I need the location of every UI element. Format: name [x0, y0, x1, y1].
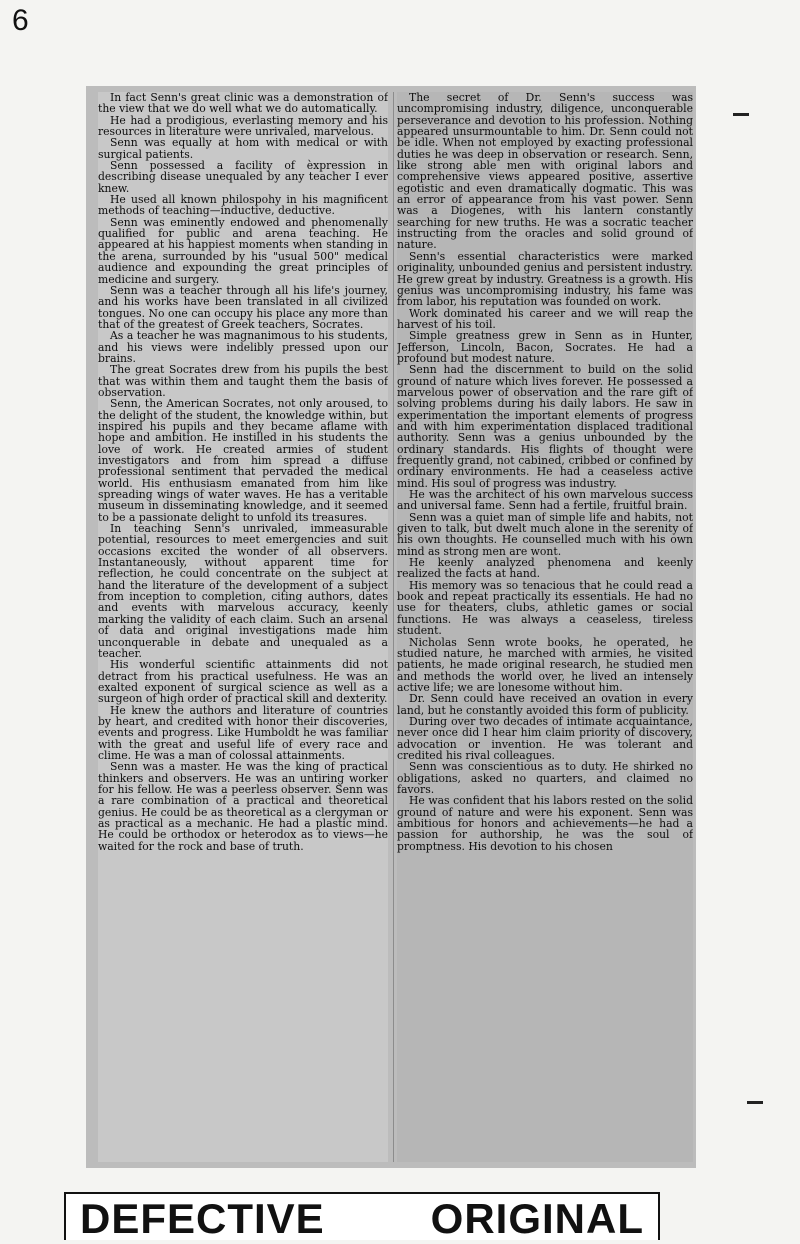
paragraph: The great Socrates drew from his pupils the best that was within them and taught them the basis of observation. [98, 363, 388, 399]
column-divider [393, 92, 394, 1162]
paragraph: In teaching Senn's unrivaled, immeasurable potential, resources to meet emergencies and suit occasions excited the wonder of all observers. Instantaneously, without apparent time for reflection, he could concentrate on the subject at hand the literature of the development of a subject from inception to completion, citing authors, dates and events with marvelous accuracy, keenly marking the validity of each claim. Such an arsenal of data and original investigations made him unconquerable in debate and unequaled as a teacher. [98, 522, 388, 660]
edge-mark-top [733, 113, 749, 116]
paragraph: Simple greatness grew in Senn as in Hunter, Jefferson, Lincoln, Bacon, Socrates. He had a profound but modest nature. [397, 329, 693, 365]
paragraph: Senn was conscientious as to duty. He shirked no obligations, asked no quarters, and claimed no favors. [397, 760, 693, 796]
defective-original-stamp [64, 1192, 660, 1240]
stamp-word-defective: DEFECTIVE [80, 1195, 325, 1242]
paragraph: Senn was a quiet man of simple life and habits, not given to talk, but dwelt much alone in the serenity of his own thoughts. He counselled much with his own mind as strong men are wont. [397, 510, 693, 558]
article-column-left [98, 92, 388, 1162]
paragraph: He was confident that his labors rested on the solid ground of nature and were his exponent. Senn was ambitious for honors and achievements—he had a passion for authorship, he was the soul of promptness. His devotion to his chosen [397, 794, 693, 853]
stamp-word-original: ORIGINAL [430, 1195, 644, 1242]
paragraph: Dr. Senn could have received an ovation in every land, but he constantly avoided this form of publicity. [397, 692, 693, 717]
paragraph: He used all known philospohy in his magnificent methods of teaching—inductive, deductive. [98, 193, 388, 218]
paragraph: The secret of Dr. Senn's success was uncompromising industry, diligence, unconquerable perseverance and devotion to his profession. Nothing appeared unsurmountable to him. Dr. Senn could not be idle. When not employed by exacting professional duties he was deep in observation or research. Senn, like strong able men with original labors and comprehensive views appeared positive, assertive egotistic and even dramatically dogmatic. This was an error of appearance from his vast power. Senn was a Diogenes, with his lantern constantly searching for new truths. He was a socratic teacher instructing from the oracles and solid ground of nature. [397, 92, 693, 252]
paragraph: His wonderful scientific attainments did not detract from his practical usefulness. He was an exalted exponent of surgical science as well as a surgeon of high order of practical skill and dexterity. [98, 658, 388, 706]
paragraph: Senn was a teacher through all his life's journey, and his works have been translated in all civilized tongues. No one can occupy his place any more than that of the greatest of Greek teachers, Socrates. [98, 283, 388, 331]
paragraph: Work dominated his career and we will reap the harvest of his toil. [397, 306, 693, 331]
paragraph: In fact Senn's great clinic was a demonstration of the view that we do well what we do automatically. [98, 92, 388, 116]
paragraph: As a teacher he was magnanimous to his students, and his views were indelibly pressed upon our brains. [98, 329, 388, 365]
edge-mark-bottom [747, 1101, 763, 1104]
page-number: 6 [12, 4, 29, 37]
paragraph: Nicholas Senn wrote books, he operated, he studied nature, he marched with armies, he visited patients, he made original research, he studied men and methods the world over, he lived an intensely active life; we are lonesome without him. [397, 635, 693, 694]
paragraph: He knew the authors and literature of countries by heart, and credited with honor their discoveries, events and progress. Like Humboldt he was familiar with the great and useful life of every race and clime. He was a man of colossal attainments. [98, 703, 388, 762]
paragraph: Senn, the American Socrates, not only aroused, to the delight of the student, the knowledge within, but inspired his pupils and they became aflame with hope and ambition. He instilled in his students the love of work. He created armies of student investigators and from him spread a diffuse professional sentiment that pervaded the medical world. His enthusiasm emanated from him like spreading wings of water waves. He has a veritable museum in disseminating knowledge, and it seemed to be a passionate delight to unfold its treasures. [98, 397, 388, 524]
paragraph: His memory was so tenacious that he could read a book and repeat practically its essentials. He had no use for theaters, clubs, athletic games or social functions. He was always a ceaseless, tireless student. [397, 578, 693, 638]
paragraph: Senn was a master. He was the king of practical thinkers and observers. He was an untiring worker for his fellow. He was a peerless observer. Senn was a rare combination of a practical and theoretical genius. He could be as theoretical as a clergyman or as practical as a mechanic. He had a plastic mind. He could be orthodox or heterodox as to views—he waited for the rock and base of truth. [98, 760, 388, 853]
article-column-right [397, 92, 693, 1162]
paragraph: Senn possessed a facility of èxpression in describing disease unequaled by any teacher I ever knew. [98, 159, 388, 195]
paragraph: He was the architect of his own marvelous success and universal fame. Senn had a fertile, fruitful brain. [397, 488, 693, 513]
paragraph: Senn had the discernment to build on the solid ground of nature which lives forever. He possessed a marvelous power of observation and the rare gift of solving problems during his daily labors. He saw in experimentation the important elements of progress and with him experimentation displaced traditional authority. Senn was a genius unbounded by the ordinary standards. His flights of thought were frequently grand, not cabined, cribbed or confined by ordinary environments. He had a ceaseless active mind. His soul of progress was industry. [397, 363, 693, 490]
paragraph: Senn was equally at hom with medical or with surgical patients. [98, 136, 388, 161]
paragraph: Senn was eminently endowed and phenomenally qualified for public and arena teaching. He appeared at his happiest moments when standing in the arena, surrounded by his "usual 500" medical audience and expounding the great principles of medicine and surgery. [98, 215, 388, 286]
paragraph: He keenly analyzed phenomena and keenly realized the facts at hand. [397, 556, 693, 581]
paragraph: During over two decades of intimate acquaintance, never once did I hear him claim priority of discovery, advocation or invention. He was tolerant and credited his rival colleagues. [397, 714, 693, 762]
paragraph: He had a prodigious, everlasting memory and his resources in literature were unrivaled, marvelous. [98, 113, 388, 139]
paragraph: Senn's essential characteristics were marked originality, unbounded genius and persistent industry. He grew great by industry. Greatness is a growth. His genius was uncompromising industry, his fame was from labor, his reputation was founded on work. [397, 249, 693, 309]
